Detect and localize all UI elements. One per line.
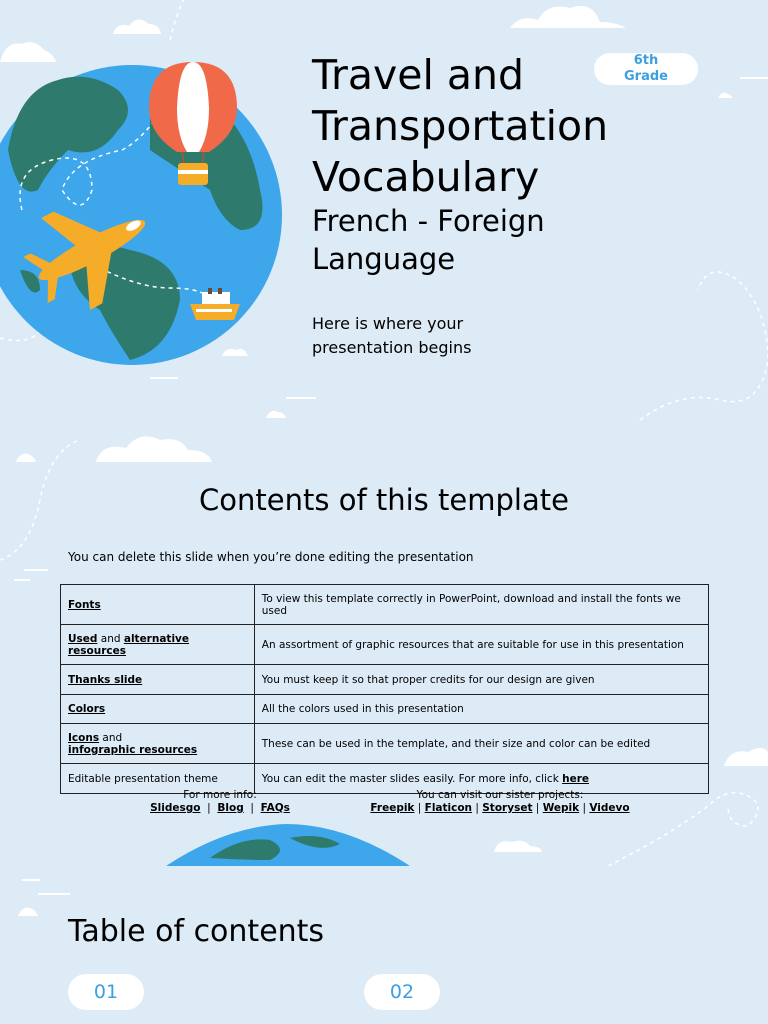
grade-label: Grade (624, 69, 668, 84)
table-of-contents-slide (0, 866, 768, 1024)
used-resources-link[interactable]: Used (68, 632, 98, 645)
table-cell-text: You can edit the master slides easily. For more info, click (261, 772, 563, 785)
table-cell: An assortment of graphic resources that are suitable for use in this presentation (254, 625, 708, 665)
table-cell-text: and (99, 731, 123, 744)
footer-sister-projects: You can visit our sister projects: Freepik | Flaticon | Storyset | Wepik | Videvo (360, 789, 640, 815)
infographic-resources-link[interactable]: infographic resources (68, 743, 198, 756)
here-link[interactable]: here (562, 772, 590, 785)
contents-note: You can delete this slide when you’re done editing the presentation (68, 550, 474, 564)
title-slide (0, 0, 768, 432)
contents-slide (0, 432, 768, 866)
cloud-icon (18, 908, 38, 916)
alternative-resources-link[interactable]: alternative resources (68, 632, 190, 657)
table-row (61, 665, 709, 695)
table-cell-text: and (97, 632, 124, 645)
blog-link[interactable]: Blog (217, 802, 244, 814)
flaticon-link[interactable]: Flaticon (424, 802, 473, 814)
contents-title: Contents of this template (199, 483, 569, 517)
table-row (61, 585, 709, 625)
wepik-link[interactable]: Wepik (542, 802, 580, 814)
slidesgo-link[interactable]: Slidesgo (150, 802, 201, 814)
colors-link[interactable]: Colors (68, 703, 106, 715)
table-cell: Editable presentation theme (61, 764, 255, 794)
fonts-link[interactable]: Fonts (68, 598, 101, 611)
freepik-link[interactable]: Freepik (370, 802, 415, 814)
grade-number: 6th (633, 53, 659, 68)
table-row (61, 724, 709, 764)
presentation-title: Travel and Transportation Vocabulary (312, 51, 609, 201)
icons-link[interactable]: Icons (68, 731, 100, 744)
section-number-02: 02 (364, 974, 440, 1010)
videvo-link[interactable]: Videvo (589, 802, 630, 814)
footer-label: For more info: (183, 789, 257, 801)
presentation-subtitle: French - Foreign Language (312, 204, 545, 276)
table-row (61, 695, 709, 724)
thanks-slide-link[interactable]: Thanks slide (68, 673, 143, 686)
table-cell: These can be used in the template, and their size and color can be edited (254, 724, 708, 764)
table-cell: To view this template correctly in PowerPoint, download and install the fonts we used (254, 585, 708, 625)
storyset-link[interactable]: Storyset (482, 802, 533, 814)
presentation-description: Here is where your presentation begins (312, 314, 472, 357)
footer-label: You can visit our sister projects: (416, 789, 584, 801)
table-cell: You must keep it so that proper credits for our design are given (254, 665, 708, 695)
faqs-link[interactable]: FAQs (260, 802, 290, 814)
footer-more-info: For more info: Slidesgo | Blog | FAQs (140, 789, 300, 815)
grade-badge (594, 53, 698, 85)
section-number-01: 01 (68, 974, 144, 1010)
table-cell: All the colors used in this presentation (254, 695, 708, 724)
toc-title: Table of contents (68, 914, 325, 949)
resources-table (60, 584, 709, 794)
table-row (61, 625, 709, 665)
